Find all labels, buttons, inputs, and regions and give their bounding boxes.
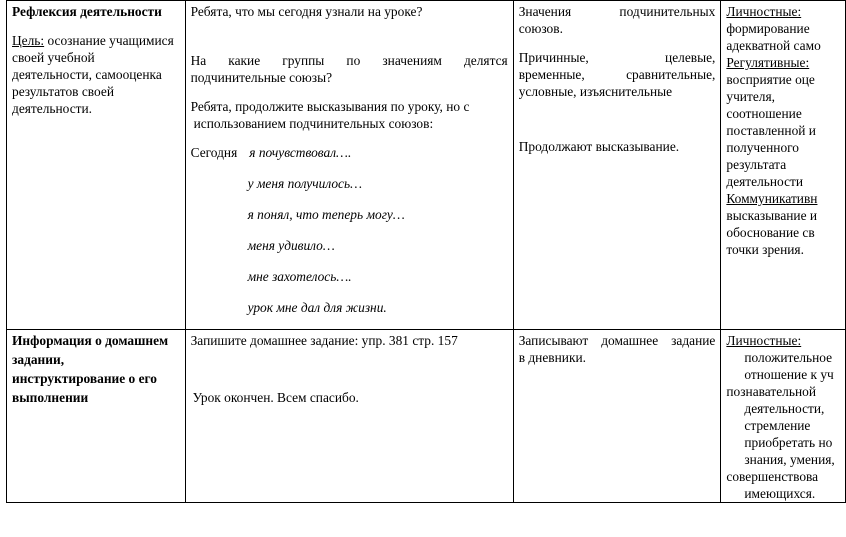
outcome-line: положительное [744,350,833,365]
teacher-question-line: подчинительные союзы? [190,70,333,85]
outcome-line: деятельности, [744,401,825,416]
phrase-line: меня удивило… [247,238,335,253]
phrase-line: у меня получилось… [247,176,362,191]
outcome-line: восприятие оце [726,72,815,87]
cell-learning-outcomes [721,1,846,330]
outcome-line: познавательной [726,384,816,399]
phrase-line: урок мне дал для жизни. [247,300,387,315]
cell-stage-homework [7,330,186,503]
outcome-label: Регулятивные: [726,55,810,70]
outcome-label: Коммуникативн [726,191,818,206]
goal-line: деятельности. [12,101,93,116]
outcome-line: знания, умения, [744,452,835,467]
lesson-plan-table [6,0,846,503]
goal-line: своей учебной [12,50,95,65]
cell-teacher-homework [185,330,513,503]
goal-line: результатов своей [12,84,114,99]
cell-student-activity [513,1,721,330]
phrase-line: я понял, что теперь могу… [247,207,405,222]
lesson-end-text: Урок окончен. Всем спасибо. [192,390,359,405]
stage-goal: Цель: осознание учащимися [12,33,174,48]
teacher-instruction-line: Ребята, продолжите высказывания по уроку, но с [190,99,470,114]
outcome-line: учителя, [726,89,775,104]
stage-title-line: выполнении [12,390,89,405]
cell-teacher-activity [185,1,513,330]
student-answer-line: Продолжают высказывание. [518,139,680,154]
outcome-line: совершенствова [726,469,819,484]
student-answer-line: временные, сравнительные, [518,67,716,82]
phrase-line: Сегодня я почувствовал…. [190,145,352,160]
student-answer-line: союзов. [518,21,563,36]
homework-assignment: Запишите домашнее задание: упр. 381 стр. 157 [190,333,458,348]
outcome-label: Личностные: [726,4,802,19]
outcome-line: адекватной само [726,38,821,53]
outcome-label: Личностные: [726,333,802,348]
outcome-line: обоснование св [726,225,815,240]
table-row-reflection [7,1,846,330]
student-answer-line: Причинные, целевые, [518,50,716,65]
student-answer-line: условные, изъяснительные [518,84,673,99]
cell-homework-outcomes [721,330,846,503]
outcome-line: формирование [726,21,810,36]
student-homework-line: Записывают домашнее задание [518,333,716,348]
goal-line: деятельности, самооценка [12,67,162,82]
stage-title-line: задании, [12,352,65,367]
teacher-question-line: На какие группы по значениям делятся [190,53,508,68]
outcome-line: результата [726,157,787,172]
outcome-line: высказывание и [726,208,818,223]
outcome-line: точки зрения. [726,242,804,257]
outcome-line: имеющихся. [744,486,816,501]
student-answer-line: Значения подчинительных [518,4,716,19]
student-homework-line: в дневники. [518,350,586,365]
stage-title: Рефлексия деятельности [12,4,162,19]
teacher-question: Ребята, что мы сегодня узнали на уроке? [190,4,423,19]
teacher-instruction-line: использованием подчинительных союзов: [193,116,434,131]
outcome-line: полученного [726,140,799,155]
outcome-line: отношение к уч [744,367,834,382]
outcome-line: поставленной и [726,123,816,138]
stage-title-line: инструктирование о его [12,371,157,386]
outcome-line: стремление [744,418,811,433]
cell-stage-reflection [7,1,186,330]
phrase-line: мне захотелось…. [247,269,352,284]
outcome-line: приобретать но [744,435,833,450]
stage-title-line: Информация о домашнем [12,333,169,348]
cell-student-homework [513,330,721,503]
table-row-homework [7,330,846,503]
outcome-line: деятельности [726,174,804,189]
outcome-line: соотношение [726,106,802,121]
